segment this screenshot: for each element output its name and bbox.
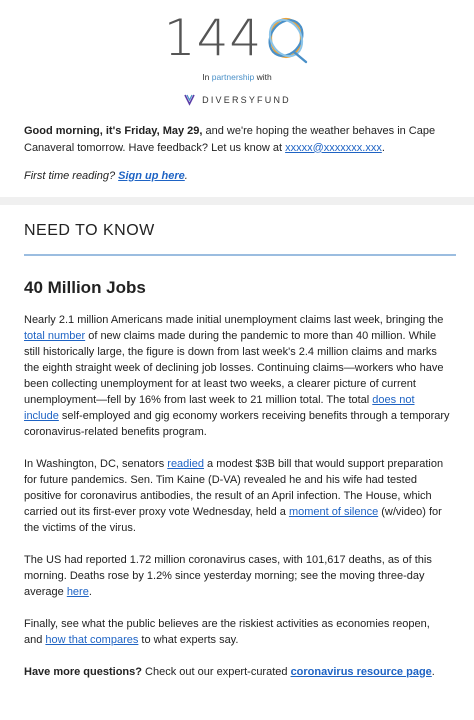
article-paragraph: In Washington, DC, senators readied a modest $3B bill that would support preparation for future pandemics. Sen. Tim Kaine (D-VA) revealed he and his wife had tested positive for coronavirus antibodies, the result of an April infection. The House, which carried out its first-ever proxy vote Wednesday, held a moment of silence (w/video) for the victims of the virus.	[24, 457, 444, 534]
article-paragraph: Finally, see what the public believes are the riskiest activities as economies reopen, and how that compares to what experts say.	[24, 617, 430, 646]
signup-link[interactable]: Sign up here	[118, 170, 185, 182]
greeting-bold: Good morning, it's Friday, May 29,	[24, 125, 203, 137]
article-paragraph: Nearly 2.1 million Americans made initial unemployment claims last week, bringing the total number of new claims made during the pandemic to more than 40 million. While still historically large, the figure is down from last week's 2.4 million claims and marks the eighth straight week of declining job losses. Continuing claims—workers who have been collecting unemployment for at least two weeks, a clearer picture of current unemployment—fell by 16% from last week to 21 million total. The total does not include self-employed and gig economy workers receiving benefits through a temporary coronavirus-related benefits program.	[24, 313, 450, 438]
newsletter-header	[0, 0, 474, 106]
article-title: 40 Million Jobs	[24, 277, 146, 297]
moment-of-silence-link[interactable]: moment of silence	[288, 505, 379, 518]
logo-text: 144	[163, 9, 263, 67]
section-divider	[0, 197, 474, 205]
diversyfund-icon	[183, 93, 196, 106]
coronavirus-resource-link[interactable]: coronavirus resource page	[290, 665, 432, 678]
logo-zero-globe-icon	[264, 14, 310, 66]
article-body	[0, 312, 474, 680]
does-not-include-link[interactable]: does not include	[24, 393, 415, 422]
how-that-compares-link[interactable]: how that compares	[45, 633, 139, 646]
sponsor-name: DIVERSYFUND	[202, 94, 291, 105]
readied-link[interactable]: readied	[167, 457, 204, 470]
section-rule	[24, 254, 456, 256]
three-day-average-link[interactable]: here	[66, 585, 89, 598]
section-title: NEED TO KNOW	[24, 221, 155, 239]
article-paragraph: The US had reported 1.72 million coronavirus cases, with 101,617 deaths, as of this morning. Deaths rose by 1.2% since yesterday morning; see the moving three-day average here.	[24, 553, 432, 598]
intro-section	[0, 123, 474, 185]
sponsor-logo[interactable]	[0, 93, 474, 106]
brand-logo[interactable]	[0, 6, 474, 70]
more-questions-paragraph: Have more questions? Check out our expert-curated coronavirus resource page.	[24, 665, 435, 678]
partnership-line: In partnership with	[202, 72, 272, 82]
total-number-link[interactable]: total number	[24, 329, 86, 342]
greeting-paragraph: Good morning, it's Friday, May 29, and we're hoping the weather behaves in Cape Canaveral tomorrow. Have feedback? Let us know at xxxxx@xxxxxxx.xxx.	[24, 125, 436, 154]
feedback-email-link[interactable]: xxxxx@xxxxxxx.xxx	[285, 141, 382, 154]
signup-paragraph: First time reading? Sign up here.	[24, 170, 188, 182]
